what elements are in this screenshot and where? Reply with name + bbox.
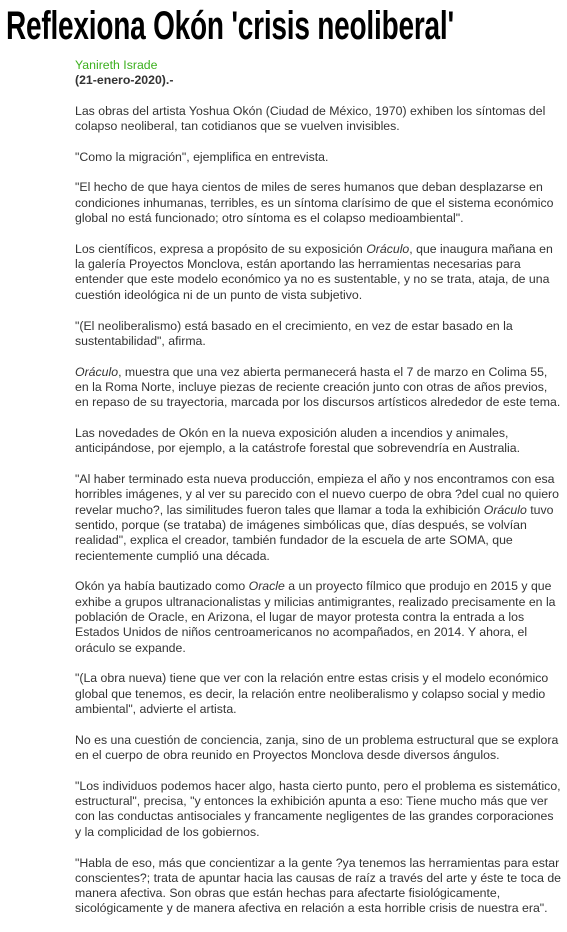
paragraph-text: Okón ya había bautizado como: [75, 579, 249, 594]
paragraph-text: a un proyecto fílmico que produjo en 2015 y que exhibe a grupos ultranacionalistas y milicias antimigrantes, realizado precisamente en la población de Oracle, en Arizona, el lugar de mayor protesta contra la entrada a los Estados Unidos de niños centroamericanos no acompañados, en 2014. Y ahora, el oráculo se expande.: [75, 579, 556, 655]
paragraph-text: "(La obra nueva) tiene que ver con la relación entre estas crisis y el modelo económico global que tenemos, es decir, la relación entre neoliberalismo y colapso social y medio ambiental", advierte el artista.: [75, 671, 549, 716]
paragraph-text: Los científicos, expresa a propósito de su exposición: [75, 241, 367, 256]
italic-work-title: Oráculo: [366, 241, 410, 256]
article-paragraph: [75, 242, 563, 303]
article-paragraph: [75, 472, 563, 564]
article-paragraph: [75, 671, 563, 717]
article-paragraphs: [75, 104, 563, 917]
author-name[interactable]: Yanireth Israde: [75, 58, 158, 72]
article-paragraph: [75, 365, 563, 411]
paragraph-text: tuvo sentido, porque (se trataba) de imágenes simbólicas que, días después, se volvían realidad", explica el creador, también fundador de la escuela de arte SOMA, que recientemente cumplió una década.: [75, 502, 554, 563]
article-paragraph: [75, 180, 563, 226]
paragraph-text: Las novedades de Okón en la nueva exposición aluden a incendios y animales, anticipándose, por ejemplo, a la catástrofe forestal que sobrevendría en Australia.: [75, 426, 521, 456]
paragraph-text: "El hecho de que haya cientos de miles de seres humanos que deban desplazarse en condiciones inhumanas, terribles, es un síntoma clarísimo de que el sistema económico global no está funcionado; otro síntoma es el colapso medioambiental".: [75, 180, 554, 226]
article-paragraph: [75, 319, 563, 350]
article-paragraph: [75, 779, 563, 840]
italic-work-title: Oráculo: [483, 502, 527, 517]
paragraph-text: "(El neoliberalismo) está basado en el crecimiento, en vez de estar basado en la sustentabilidad", afirma.: [75, 318, 513, 348]
article-body: [75, 58, 563, 932]
article-title: Reflexiona Okón 'crisis neoliberal': [6, 4, 454, 48]
article-paragraph: [75, 856, 563, 917]
publish-date: (21-enero-2020).-: [75, 73, 174, 88]
paragraph-text: "Al haber terminado esta nueva producción, empieza el año y nos encontramos con esa horribles imágenes, y al ver su parecido con el nuevo cuerpo de obra ?del cual no quiero revelar mucho?, las similitudes fueron tales que llamar a toda la exhibición: [75, 472, 559, 517]
italic-work-title: Oráculo: [75, 364, 119, 379]
paragraph-text: No es una cuestión de conciencia, zanja, sino de un problema estructural que se explora en el cuerpo de obra reunido en Proyectos Monclova desde diversos ángulos.: [75, 732, 559, 763]
paragraph-text: , muestra que una vez abierta permanecerá hasta el 7 de marzo en Colima 55, en la Roma Norte, incluye piezas de reciente creación junto con otras de años previos, en repaso de su trayectoria, marcada por los discursos artísticos alrededor de este tema.: [75, 364, 561, 410]
article-paragraph: [75, 579, 563, 655]
paragraph-text: "Como la migración", ejemplifica en entrevista.: [75, 149, 329, 164]
paragraph-text: "Los individuos podemos hacer algo, hasta cierto punto, pero el problema es sistemático, estructural", precisa, "y entonces la exhibición apunta a eso: Tiene mucho más que ver con las conductas antisociales y francamente negligentes de las grandes corporaciones y la complicidad de los gobiernos.: [75, 778, 561, 839]
paragraph-text: Las obras del artista Yoshua Okón (Ciudad de México, 1970) exhiben los síntomas del colapso neoliberal, tan cotidianos que se vuelven invisibles.: [75, 103, 546, 133]
paragraph-text: , que inaugura mañana en la galería Proyectos Monclova, están aportando las herramientas necesarias para entender que este modelo económico ya no es sustentable, y no se trata, ataja, de una cuestión ideológica ni de un punto de vista subjetivo.: [75, 241, 553, 302]
italic-work-title: Oracle: [248, 579, 285, 594]
article-paragraph: [75, 104, 563, 135]
article-paragraph: [75, 426, 563, 457]
paragraph-text: "Habla de eso, más que concientizar a la gente ?ya tenemos las herramientas para estar conscientes?; trata de apuntar hacia las causas de raíz a través del arte y éste te toca de manera afectiva. Son obras que están hechas para afectarte fisiológicamente, sicológicamente y de manera afectiva en relación a esta horrible crisis de nuestra era".: [75, 855, 562, 916]
article-paragraph: [75, 733, 563, 764]
article-paragraph: [75, 150, 563, 165]
